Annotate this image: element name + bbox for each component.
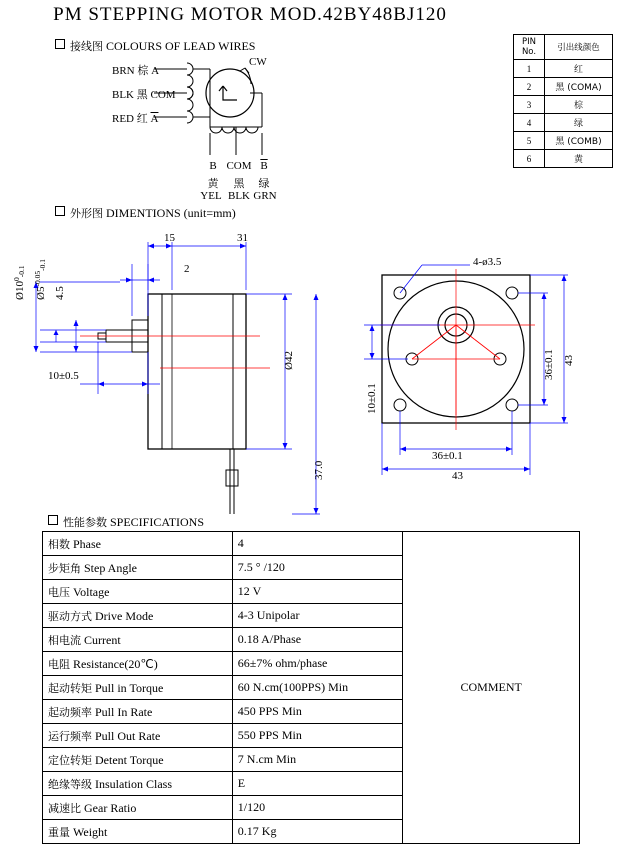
spec-name-en: Pull Out Rate	[95, 728, 161, 743]
section-heading-wiring-en: COLOURS OF LEAD WIRES	[106, 39, 256, 53]
spec-name-en: Phase	[73, 536, 101, 551]
pin-no: 1	[514, 60, 545, 78]
spec-value-3: 4-3 Unipolar	[232, 604, 403, 628]
spec-name-cn: 运行频率	[48, 729, 92, 743]
dim-43-vertical: 43	[563, 355, 575, 366]
comment-column: COMMENT	[403, 532, 580, 844]
dim-4-holes: 4-ø3.5	[473, 256, 502, 268]
spec-name-en: Insulation Class	[95, 776, 172, 791]
wiring-label-row-0	[112, 62, 159, 78]
bottom-color-cn-2: 绿	[258, 177, 270, 190]
bottom-terminal-1: COM	[226, 160, 252, 172]
section-heading-outline-cn: 外形图	[70, 207, 103, 220]
table-row	[514, 60, 613, 78]
wiring-label-row-2	[112, 110, 158, 126]
pin-no: 5	[514, 132, 545, 150]
dim-15: 15	[164, 232, 175, 244]
pin-color: 棕	[545, 96, 613, 114]
spec-name-en: Resistance(20℃)	[73, 656, 158, 671]
wire-terminal: COM	[150, 89, 176, 101]
spec-name-9	[43, 748, 233, 772]
table-row	[514, 132, 613, 150]
spec-name-6	[43, 676, 233, 700]
checkbox-icon	[48, 515, 58, 525]
bottom-color-cn-1: 黑	[233, 177, 245, 190]
spec-name-cn: 步矩角	[48, 561, 81, 575]
section-heading-specs-cn: 性能参数	[63, 516, 107, 529]
wire-color-cn: 黑	[136, 88, 148, 101]
dim-2: 2	[184, 263, 190, 275]
dim-shaft-5-value: Ø5	[35, 286, 47, 300]
spec-value-2: 12 V	[232, 580, 403, 604]
spec-name-cn: 绝缘等级	[48, 777, 92, 791]
bottom-terminal-2: $\overline{B}$	[260, 160, 268, 172]
spec-name-8	[43, 724, 233, 748]
spec-name-cn: 相电流	[48, 633, 81, 647]
dim-42: Ø42	[283, 351, 295, 370]
spec-name-cn: 重量	[48, 825, 70, 839]
spec-name-cn: 减速比	[48, 801, 81, 815]
spec-name-5	[43, 652, 233, 676]
spec-name-en: Weight	[73, 824, 108, 839]
spec-name-en: Gear Ratio	[84, 800, 137, 815]
bottom-color-en-2: GRN	[253, 190, 277, 202]
table-row	[514, 150, 613, 168]
dim-370: 37.0	[313, 460, 325, 480]
pin-color-table	[513, 34, 613, 168]
dim-shaft-10-tol-dn: -0.1	[17, 265, 26, 278]
spec-name-12	[43, 820, 233, 844]
spec-name-cn: 起动频率	[48, 705, 92, 719]
section-heading-wiring-cn: 接线图	[70, 40, 103, 53]
dim-shaft-10-value: Ø10	[14, 281, 26, 300]
spec-value-6: 60 N.cm(100PPS) Min	[232, 676, 403, 700]
spec-name-3	[43, 604, 233, 628]
spec-value-12: 0.17 Kg	[232, 820, 403, 844]
dim-shaft-5-tol-dn: -0.1	[38, 259, 47, 271]
dim-36-vertical: 36±0.1	[543, 349, 555, 380]
table-row	[514, 78, 613, 96]
spec-value-11: 1/120	[232, 796, 403, 820]
pin-no: 6	[514, 150, 545, 168]
section-heading-outline-en: DIMENTIONS (unit=mm)	[106, 206, 236, 220]
table-row	[514, 96, 613, 114]
pin-color: 黄	[545, 150, 613, 168]
spec-name-11	[43, 796, 233, 820]
spec-name-en: Pull in Torque	[95, 680, 164, 695]
spec-name-cn: 相数	[48, 537, 70, 551]
section-heading-specs-en: SPECIFICATIONS	[110, 515, 205, 529]
dim-shaft-10	[12, 265, 26, 300]
rotation-label: CW	[249, 56, 267, 68]
specifications-table	[42, 531, 580, 844]
wire-color-en: BLK	[112, 89, 134, 101]
spec-name-cn: 驱动方式	[48, 609, 92, 623]
pin-color: 绿	[545, 114, 613, 132]
bottom-color-en-1: BLK	[228, 190, 250, 202]
wire-color-cn: 红	[136, 112, 148, 125]
spec-name-1	[43, 556, 233, 580]
spec-name-en: Pull In Rate	[95, 704, 153, 719]
bottom-color-en-0: YEL	[200, 190, 222, 202]
section-heading-specs	[48, 514, 204, 530]
spec-value-7: 450 PPS Min	[232, 700, 403, 724]
dim-shaft-5-tol-up: -0.05	[33, 270, 42, 287]
spec-name-en: Current	[84, 632, 121, 647]
spec-name-cn: 电阻	[48, 657, 70, 671]
front-view-svg	[360, 255, 580, 505]
pin-no: 4	[514, 114, 545, 132]
spec-name-2	[43, 580, 233, 604]
spec-value-0: 4	[232, 532, 403, 556]
spec-name-7	[43, 700, 233, 724]
page-title: PM STEPPING MOTOR MOD.42BY48BJ120	[53, 4, 447, 25]
pin-table-header-row	[514, 35, 613, 60]
dim-45: 4.5	[54, 286, 66, 300]
spec-name-cn: 起动转矩	[48, 681, 92, 695]
dim-36-horizontal: 36±0.1	[432, 450, 463, 462]
dim-43-horizontal: 43	[452, 470, 463, 482]
pin-color: 红	[545, 60, 613, 78]
pin-color: 黑 (COMA)	[545, 78, 613, 96]
table-row	[514, 114, 613, 132]
spec-value-5: 66±7% ohm/phase	[232, 652, 403, 676]
dim-10pm05: 10±0.5	[48, 370, 79, 382]
pin-no: 3	[514, 96, 545, 114]
dim-shaft-5	[33, 259, 47, 300]
checkbox-icon	[55, 39, 65, 49]
checkbox-icon	[55, 206, 65, 216]
section-heading-outline	[55, 205, 236, 221]
dim-31: 31	[237, 232, 248, 244]
spec-name-cn: 定位转矩	[48, 753, 92, 767]
spec-value-8: 550 PPS Min	[232, 724, 403, 748]
pin-table-header-no: PIN No.	[514, 35, 545, 60]
wire-terminal: A	[151, 65, 160, 77]
bottom-terminal-0: B	[209, 160, 217, 172]
spec-value-9: 7 N.cm Min	[232, 748, 403, 772]
spec-value-4: 0.18 A/Phase	[232, 628, 403, 652]
table-row	[43, 532, 580, 556]
dim-shaft-10-tol-up: 0	[12, 277, 21, 282]
spec-name-cn: 电压	[48, 585, 70, 599]
bottom-color-cn-0: 黄	[207, 177, 219, 190]
spec-name-4	[43, 628, 233, 652]
spec-name-en: Step Angle	[84, 560, 137, 575]
section-heading-wiring	[55, 38, 255, 54]
pin-color: 黑 (COMB)	[545, 132, 613, 150]
spec-value-10: E	[232, 772, 403, 796]
spec-name-10	[43, 772, 233, 796]
spec-name-0	[43, 532, 233, 556]
spec-name-en: Drive Mode	[95, 608, 154, 623]
wire-color-en: RED	[112, 113, 134, 125]
spec-value-1: 7.5 ° /120	[232, 556, 403, 580]
wiring-label-row-1	[112, 86, 176, 102]
spec-name-en: Voltage	[73, 584, 110, 599]
wire-color-cn: 棕	[137, 64, 149, 77]
dim-10-vertical: 10±0.1	[366, 383, 378, 414]
front-view-drawing	[360, 255, 580, 505]
pin-table-header-color: 引出线颜色	[545, 35, 613, 60]
wire-terminal: $\overline{A}$	[150, 113, 159, 125]
spec-name-en: Detent Torque	[95, 752, 164, 767]
pin-no: 2	[514, 78, 545, 96]
wire-color-en: BRN	[112, 65, 135, 77]
